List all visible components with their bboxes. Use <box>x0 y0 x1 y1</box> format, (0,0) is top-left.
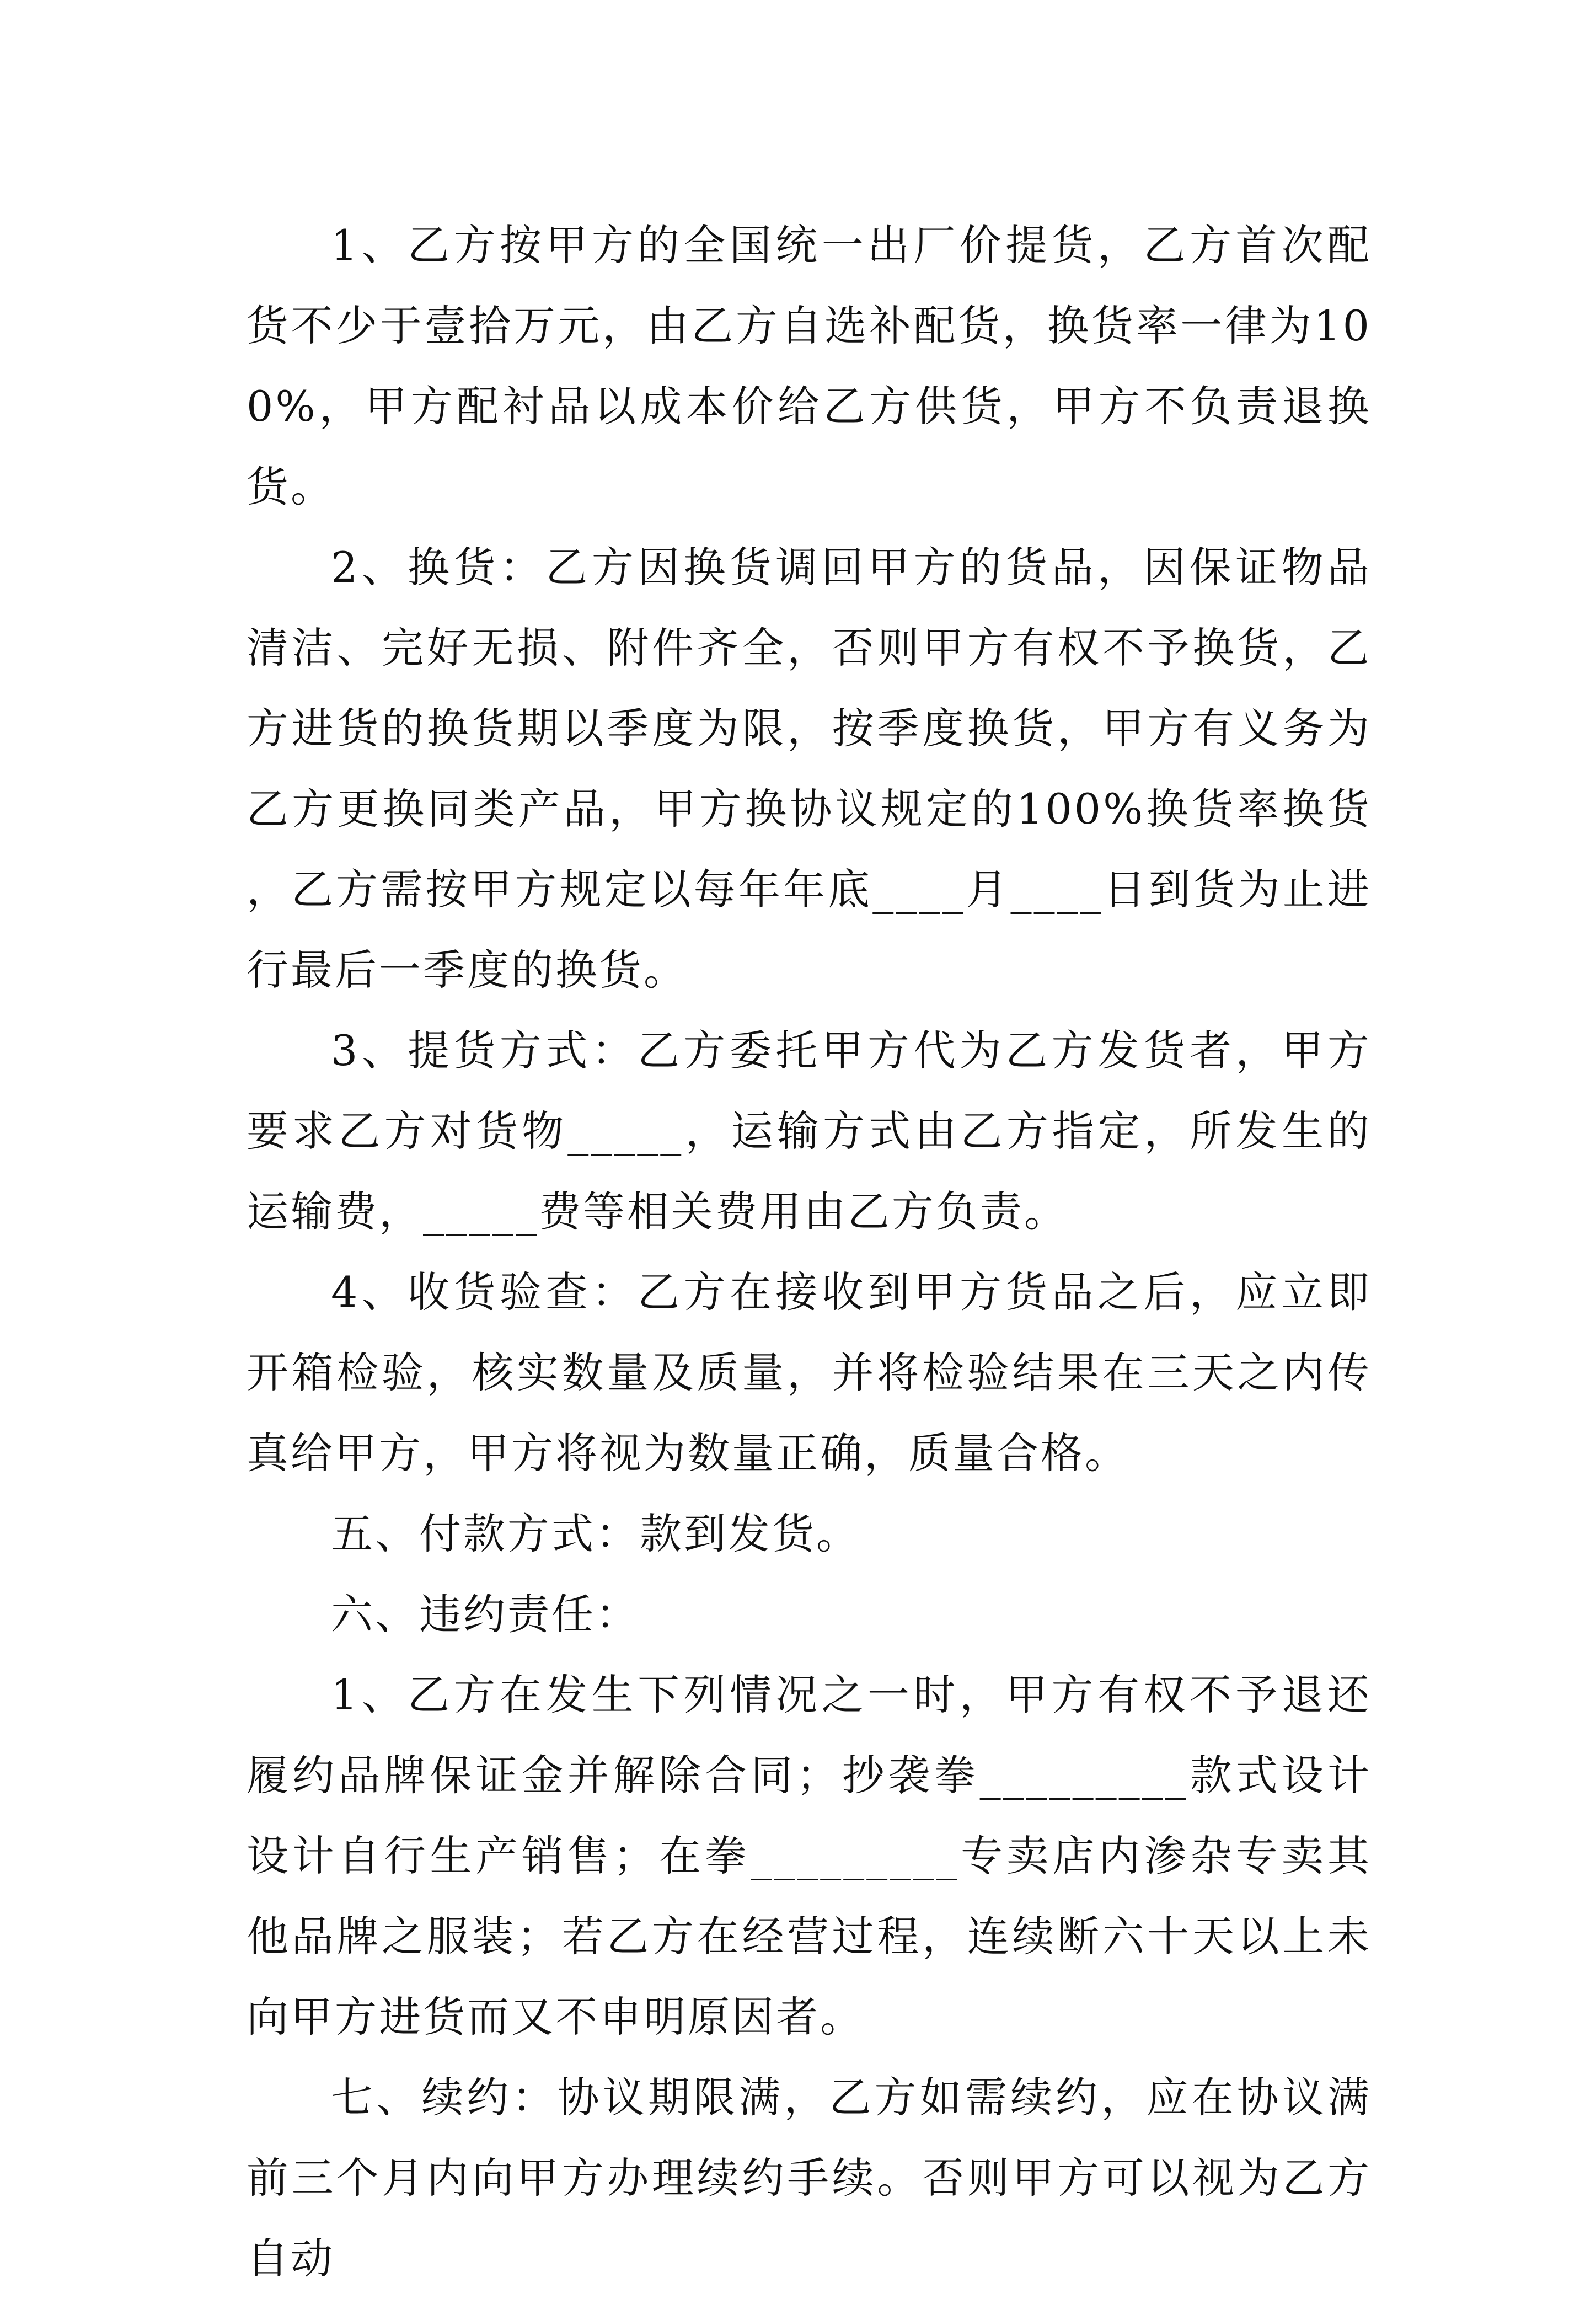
clause-6-1-breach: 1、乙方在发生下列情况之一时，甲方有权不予退还履约品牌保证金并解除合同；抄袭拳_________款式设计设计自行生产销售；在拳_________专卖店内渗杂专卖其他品牌之服装；若乙方在经营过程，连续断六十天以上未向甲方进货而又不申明原因者。 <box>247 1670 1372 2041</box>
clause-1-pricing: 1、乙方按甲方的全国统一出厂价提货，乙方首次配货不少于壹拾万元，由乙方自选补配货，换货率一律为100%，甲方配衬品以成本价给乙方供货，甲方不负责退换货。 <box>247 221 1372 511</box>
section-6-heading: 六、违约责任： <box>331 1590 640 1639</box>
clause-3-delivery: 3、提货方式：乙方委托甲方代为乙方发货者，甲方要求乙方对货物_____，运输方式由乙方指定，所发生的运输费，_____费等相关费用由乙方负责。 <box>247 1026 1372 1236</box>
section-5-payment: 五、付款方式：款到发货。 <box>331 1509 860 1558</box>
section-7-renewal: 七、续约：协议期限满，乙方如需续约，应在协议满前三个月内向甲方办理续约手续。否则甲方可以视为乙方自动 <box>247 2073 1372 2283</box>
clause-4-inspection: 4、收货验查：乙方在接收到甲方货品之后，应立即开箱检验，核实数量及质量，并将检验结果在三天之内传真给甲方，甲方将视为数量正确，质量合格。 <box>247 1268 1372 1478</box>
clause-2-exchange: 2、换货：乙方因换货调回甲方的货品，因保证物品清洁、完好无损、附件齐全，否则甲方有权不予换货，乙方进货的换货期以季度为限，按季度换货，甲方有义务为乙方更换同类产品，甲方换协议规定的100%换货率换货，乙方需按甲方规定以每年年底____月____日到货为止进行最后一季度的换货。 <box>247 543 1372 995</box>
document-body <box>247 205 1372 2299</box>
